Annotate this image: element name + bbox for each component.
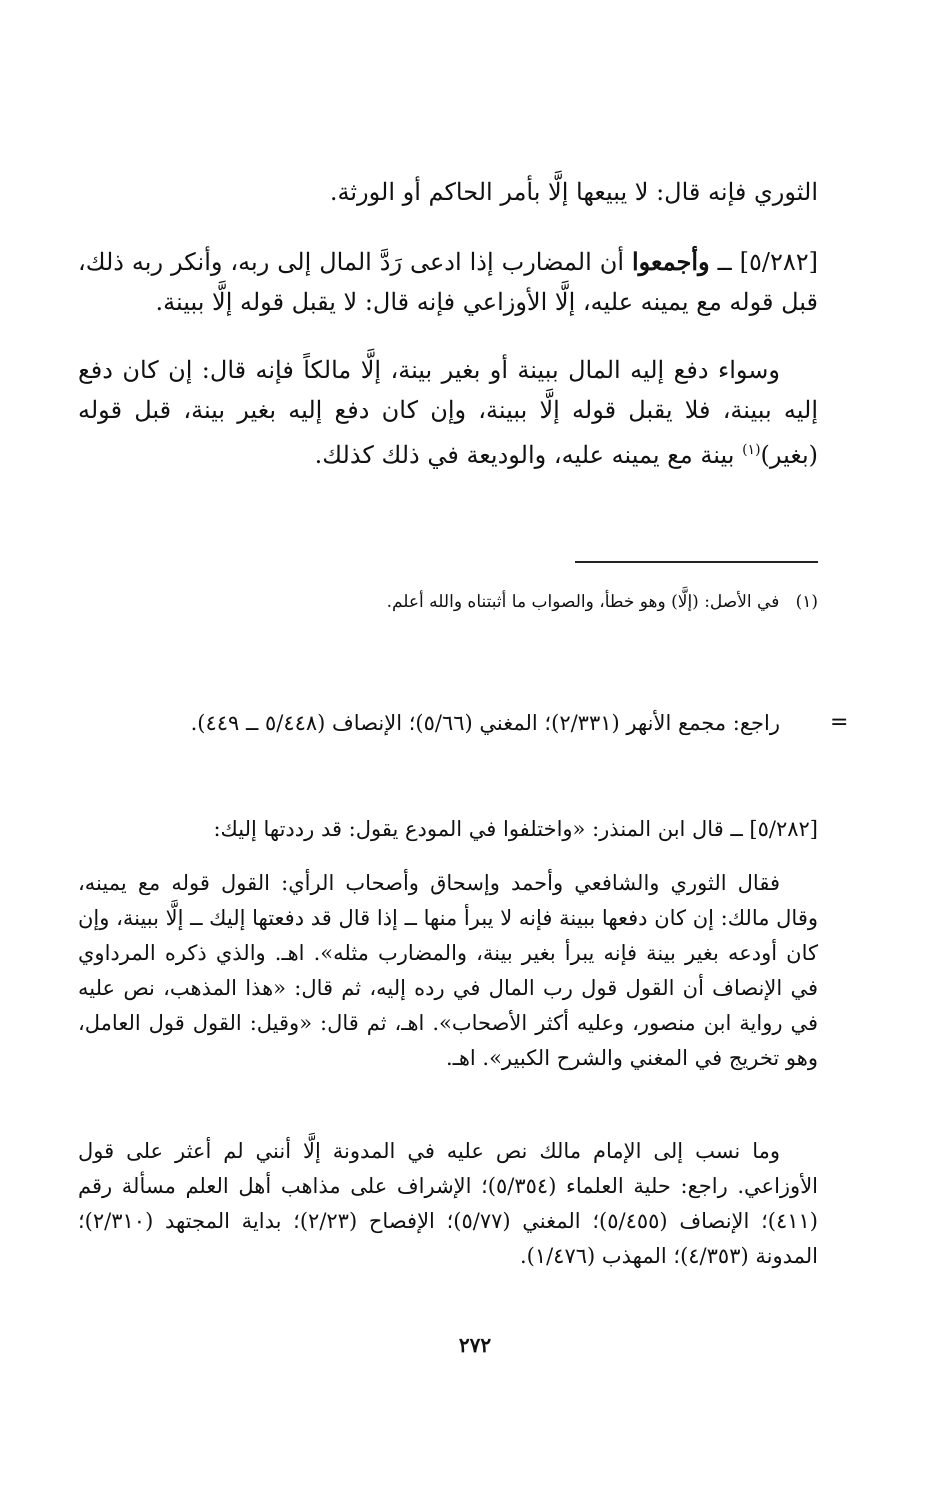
footnote-text: في الأصل: (إلَّا) وهو خطأ، والصواب ما أثبتناه والله أعلم. xyxy=(386,592,780,612)
footnote-number: (١) xyxy=(795,592,818,612)
main-paragraph-1 xyxy=(78,172,818,212)
commentary-paragraph-4 xyxy=(78,1134,818,1274)
commentary-paragraph-4-text: وما نسب إلى الإمام مالك نص عليه في المدونة إلَّا أنني لم أعثر على قول الأوزاعي. راجع: حلية العلماء (٥/٣٥٤)؛ الإشراف على مذاهب أهل العلم مسألة رقم (٤١١)؛ الإنصاف (٥/٤٥٥)؛ المغني (٥/٧٧)؛ الإفصاح (٢/٢٣)؛ بداية المجتهد (٢/٣١٠)؛ المدونة (٤/٣٥٣)؛ المهذب (١/٤٧٦). xyxy=(78,1139,819,1268)
main-paragraph-3-text-before: وسواء دفع إليه المال ببينة أو بغير بينة، إلَّا مالكاً فإنه قال: إن كان دفع إليه ببينة، فلا يقبل قوله إلَّا ببينة، وإن كان دفع إليه بغير بينة، قبل قوله (بغير) xyxy=(78,356,818,469)
footnote-divider xyxy=(575,561,818,563)
main-paragraph-2 xyxy=(78,242,818,322)
main-paragraph-1-text: الثوري فإنه قال: لا يبيعها إلَّا بأمر الحاكم أو الورثة. xyxy=(329,178,818,206)
commentary-paragraph-1 xyxy=(78,706,818,741)
commentary-paragraph-3 xyxy=(78,866,818,1076)
footnote-1 xyxy=(78,588,818,616)
main-paragraph-3 xyxy=(78,350,818,475)
main-paragraph-2-text: أن المضارب إذا ادعى رَدَّ المال إلى ربه، وأنكر ربه ذلك، قبل قوله مع يمينه عليه، إلَّا الأوزاعي فإنه قال: لا يقبل قوله إلَّا ببينة. xyxy=(78,248,818,316)
commentary-paragraph-3-text: فقال الثوري والشافعي وأحمد وإسحاق وأصحاب الرأي: القول قوله مع يمينه، وقال مالك: إن كان دفعها ببينة فإنه لا يبرأ منها ــ إذا قال قد دفعتها إليك ــ إلَّا ببينة، وإن كان أودعه بغير بينة فإنه يبرأ بغير بينة، والمضارب مثله». اهـ. والذي ذكره المرداوي في الإنصاف أن القول قول رب المال في رده إليه، ثم قال: «هذا المذهب، نص عليه في رواية ابن منصور، وعليه أكثر الأصحاب». اهـ، ثم قال: «وقيل: القول قول العامل، وهو تخريج في المغني والشرح الكبير». اهـ. xyxy=(78,871,818,1070)
commentary-paragraph-2-text: [٥/٢٨٢] ــ قال ابن المنذر: «واختلفوا في المودع يقول: قد رددتها إليك: xyxy=(213,817,818,841)
commentary-paragraph-1-text: راجع: مجمع الأنهر (٢/٣٣١)؛ المغني (٥/٦٦)؛ الإنصاف (٥/٤٤٨ ــ ٤٤٩). xyxy=(190,711,780,735)
issue-keyword: وأجمعوا xyxy=(631,247,710,276)
main-paragraph-3-text-after: بينة مع يمينه عليه، والوديعة في ذلك كذلك. xyxy=(314,441,743,469)
commentary-paragraph-2 xyxy=(78,812,818,847)
issue-reference: [٥/٢٨٢] ــ xyxy=(717,248,818,276)
continuation-mark: = xyxy=(830,710,849,735)
footnote-marker: (١) xyxy=(742,442,761,458)
page-number: ٢٧٢ xyxy=(458,1333,492,1357)
